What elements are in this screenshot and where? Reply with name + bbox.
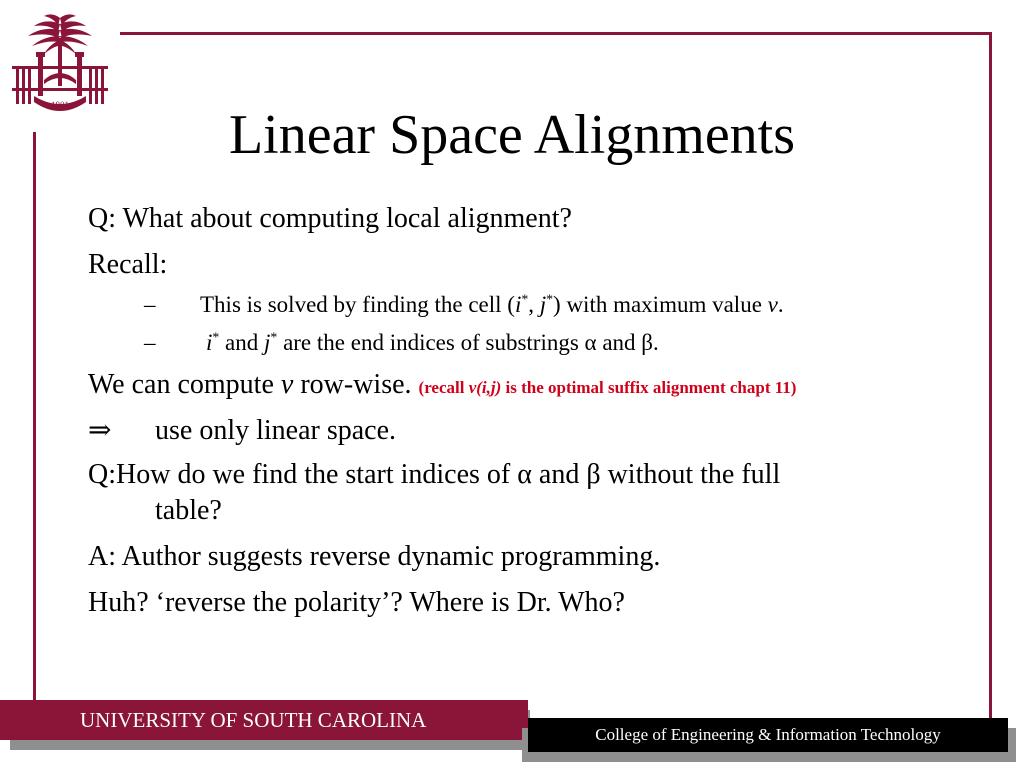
- answer-reverse-dp: A: Author suggests reverse dynamic programming.: [88, 541, 661, 572]
- question-local-alignment: Q: What about computing local alignment?: [88, 203, 572, 234]
- svg-text:1801: 1801: [51, 100, 69, 110]
- frame-top-line: [120, 32, 992, 35]
- implies-icon: ⇒: [88, 415, 112, 446]
- slide-title: Linear Space Alignments: [228, 104, 796, 166]
- bullet-cell-max-text: This is solved by finding the cell (i*, j*) with maximum value v.: [200, 291, 784, 317]
- dash-bullet: –: [144, 330, 156, 355]
- question-start-indices: Q:How do we find the start indices of α and β without the full: [88, 459, 781, 490]
- implies-linear-space: ⇒ use only linear space.: [88, 415, 397, 446]
- frame-left-line: [33, 132, 36, 707]
- footer-university: UNIVERSITY OF SOUTH CAROLINA: [0, 700, 528, 740]
- recall-note: (recall v(i,j) is the optimal suffix alignment chapt 11): [418, 378, 797, 397]
- recall-label: Recall:: [88, 249, 168, 280]
- footer-college: College of Engineering & Information Technology: [528, 718, 1008, 752]
- bullet-end-indices-text: i* and j* are the end indices of substrings α and β.: [206, 329, 659, 355]
- huh-polarity: Huh? ‘reverse the polarity’? Where is Dr. Who?: [88, 587, 625, 618]
- compute-row-wise: We can compute v row-wise. (recall v(i,j) is the optimal suffix alignment chapt 11): [88, 369, 797, 400]
- question-start-indices-cont: table?: [155, 495, 222, 526]
- dash-bullet: –: [144, 292, 156, 317]
